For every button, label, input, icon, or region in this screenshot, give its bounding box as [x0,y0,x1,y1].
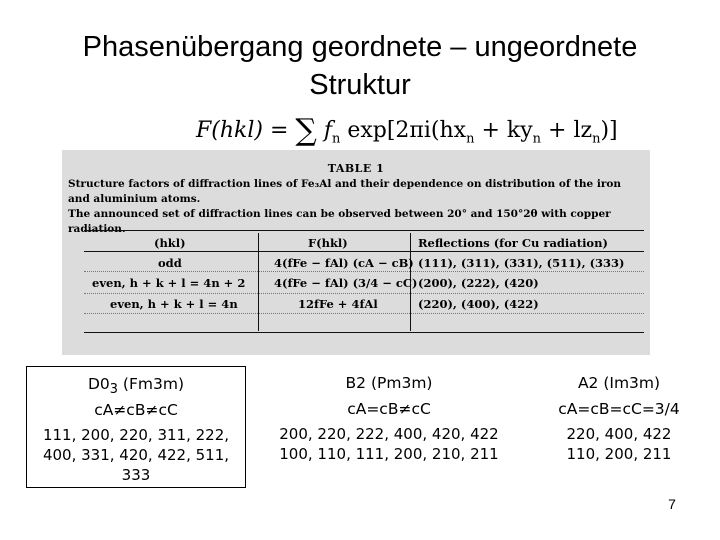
header-reflections: Reflections (for Cu radiation) [418,236,608,250]
reflection-line: 220, 400, 422 [566,425,672,443]
title-line-2: Struktur [309,69,411,101]
formula-term: f [323,118,332,143]
phase-b2-heading [262,371,516,395]
scanned-table-image [62,150,650,355]
reflection-line: 200, 220, 222, 400, 420, 422 [279,425,499,443]
row-2-reflections: (200), (222), (420) [418,276,539,290]
row-2-f: 4(fFe − fAl) (3/4 − cC) [274,276,418,290]
row-3-f: 12fFe + 4fAl [298,297,378,311]
formula-lhs: F(hkl) = [196,118,296,143]
sum-symbol: ∑ [295,113,317,148]
row-separator [84,313,644,314]
phase-d03-condition: cA≠cB≠cC [94,401,178,419]
phase-a2-condition: cA=cB=cC=3/4 [558,400,680,418]
row-separator [84,271,644,272]
title-line-1: Phasenübergang geordnete – ungeordnete [82,31,638,63]
row-2-hkl: even, h + k + l = 4n + 2 [92,276,246,290]
formula-exp: exp[2πi(hx [340,118,467,143]
formula-y-sub: n [532,131,542,147]
row-1-hkl: odd [158,256,182,270]
phase-d03-reflections [27,425,245,485]
header-fhkl: F(hkl) [308,236,348,250]
structure-factor-formula [196,112,618,150]
phase-a2-heading [534,371,704,395]
phase-d03-box [26,366,246,488]
table-label: TABLE 1 [327,162,385,175]
phase-a2-reflections [534,424,704,464]
row-3-reflections: (220), (400), (422) [418,297,539,311]
table-column-divider-1 [258,233,259,331]
formula-term-sub: n [331,131,341,147]
caption-line-2: The announced set of diffraction lines can be observed between 20° and 150°2θ with copper radiation. [68,208,611,235]
caption-line-1: Structure factors of diffraction lines of Fe₃Al and their dependence on distribution of the iron and aluminium atoms. [68,178,621,205]
phase-a2-box [534,366,704,486]
row-1-reflections: (111), (311), (331), (511), (333) [418,256,625,270]
table-bottom-rule [84,332,644,333]
row-separator [84,293,644,294]
formula-z-sub: n [592,131,601,147]
reflection-line: 333 [121,466,151,484]
row-1-f: 4(fFe − fAl) (cA − cB) [274,256,414,270]
table-caption [68,177,644,237]
phase-b2-condition: cA=cB≠cC [347,400,431,418]
reflection-line: 111, 200, 220, 311, 222, [42,426,230,444]
formula-close: )] [600,118,618,143]
row-3-hkl: even, h + k + l = 4n [110,297,238,311]
reflection-line: 400, 331, 420, 422, 511, [42,446,230,464]
phase-b2-name: B2 [345,374,367,392]
reflection-line: 110, 200, 211 [566,445,672,463]
page-number: 7 [668,496,676,512]
phase-d03-space-group: (Fm3m) [118,375,184,393]
phase-a2-space-group: (Im3m) [598,374,661,392]
phase-d03-name-sub: 3 [109,382,118,398]
table-header-rule [84,251,644,252]
formula-x-sub: n [466,131,475,147]
slide-title [0,28,720,104]
phase-d03-name: D0 [87,375,110,393]
header-hkl: (hkl) [154,236,186,250]
phase-b2-reflections [262,424,516,464]
formula-end: + lz [541,118,593,143]
phase-a2-name: A2 [577,374,599,392]
phase-b2-space-group: (Pm3m) [366,374,433,392]
table-top-rule [84,230,644,231]
formula-mid: + ky [474,118,533,143]
reflection-line: 100, 110, 111, 200, 210, 211 [279,445,499,463]
phase-b2-box [262,366,516,486]
